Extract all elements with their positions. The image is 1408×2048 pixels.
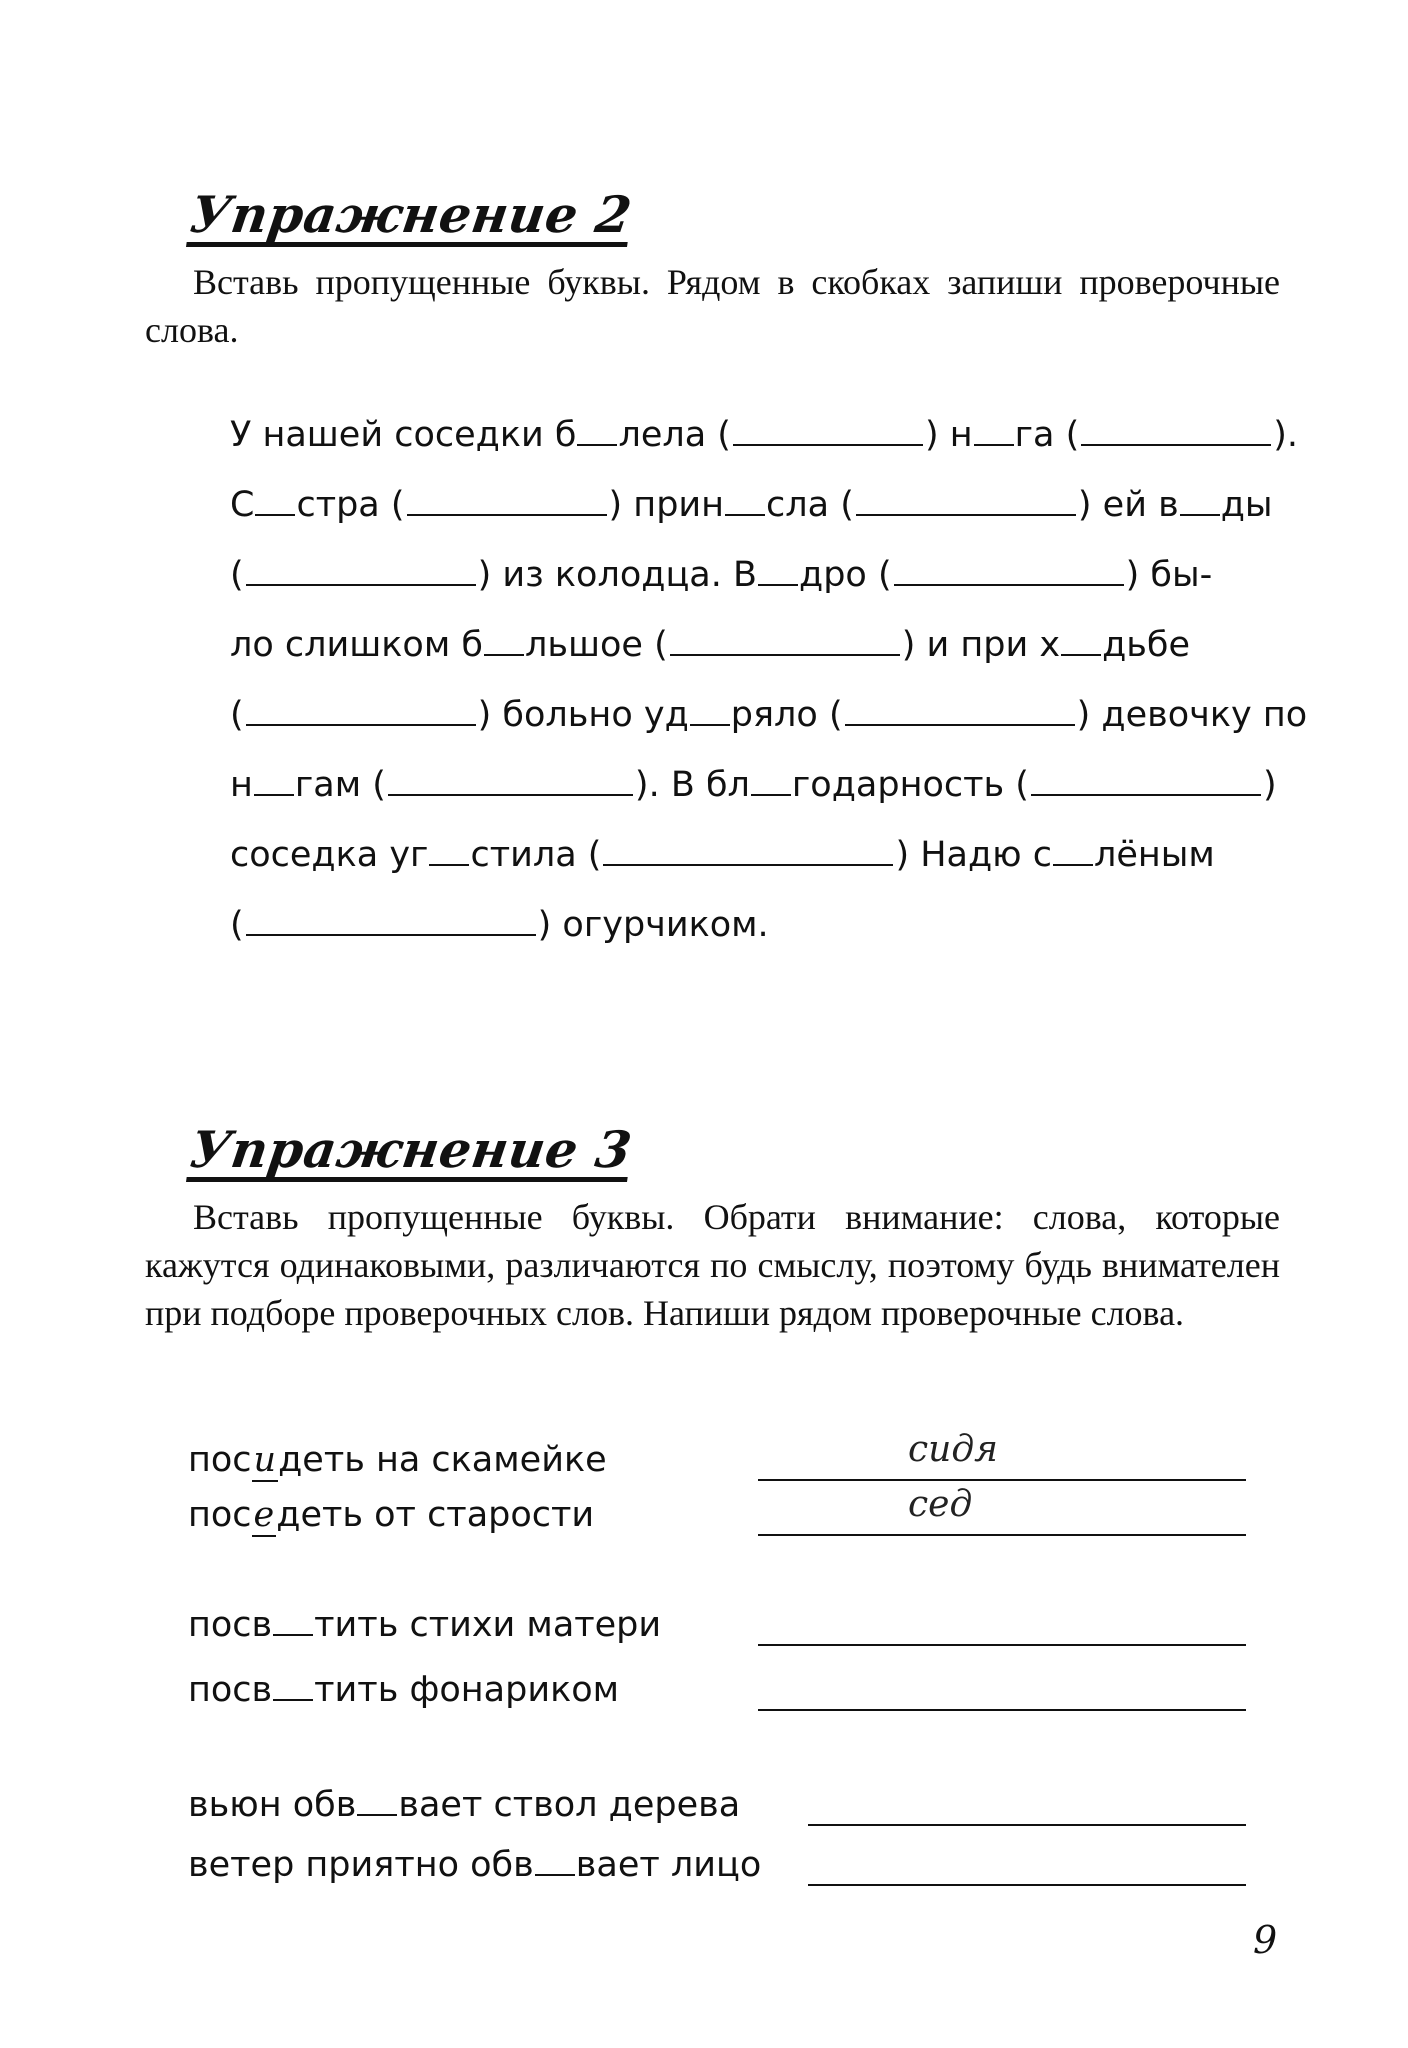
exercise-3-row [188, 1665, 1288, 1715]
text-fragment: ) ей в [1077, 485, 1179, 525]
letter-gap[interactable] [974, 414, 1014, 446]
text-fragment: ( [230, 555, 244, 595]
answer-blank[interactable] [603, 830, 893, 866]
answer-line[interactable] [758, 1644, 1246, 1646]
letter-gap[interactable] [273, 1604, 313, 1636]
text-fragment: лела ( [618, 415, 731, 455]
letter-gap[interactable] [725, 484, 765, 516]
letter-gap[interactable] [758, 554, 798, 586]
page-number: 9 [1253, 1918, 1278, 1962]
text-fragment: ). В бл [634, 765, 750, 805]
text-fragment: С [230, 485, 255, 525]
phrase: вьюн обв вает ствол дерева [188, 1785, 741, 1825]
exercise-2-title: Упражнение 2 [186, 190, 635, 247]
exercise-2-line [230, 470, 1280, 540]
text-fragment: ло слишком б [230, 625, 483, 665]
text-fragment: ряло ( [730, 695, 843, 735]
filled-letter: е [253, 1495, 275, 1535]
exercise-2-instruction [145, 258, 1280, 354]
text-fragment: ды [1220, 485, 1273, 525]
letter-gap[interactable] [357, 1784, 397, 1816]
exercise-2-instruction-text: Вставь пропущенные буквы. Рядом в скобках запиши проверочные слова. [145, 262, 1280, 350]
answer-blank[interactable] [246, 900, 536, 936]
exercise-2-line [230, 680, 1308, 750]
exercise-3-instruction [145, 1193, 1280, 1337]
text-fragment: лёным [1094, 835, 1215, 875]
answer-line[interactable] [808, 1884, 1246, 1886]
answer-blank[interactable] [1081, 410, 1271, 446]
text-fragment: ) н [924, 415, 973, 455]
letter-gap[interactable] [1061, 624, 1101, 656]
letter-gap[interactable] [690, 694, 730, 726]
text-fragment: дро ( [799, 555, 892, 595]
text-fragment: ) Надю с [895, 835, 1053, 875]
answer-line[interactable] [758, 1479, 1246, 1481]
answer-line[interactable] [758, 1709, 1246, 1711]
letter-gap[interactable] [255, 484, 295, 516]
exercise-2-line [230, 750, 1280, 820]
text-fragment: дьбе [1102, 625, 1191, 665]
exercise-2-line [230, 610, 1280, 680]
exercise-3-title: Упражнение 3 [186, 1125, 635, 1182]
exercise-3-row [188, 1429, 1288, 1485]
answer-blank[interactable] [1031, 760, 1261, 796]
text-fragment: сла ( [766, 485, 854, 525]
text-fragment: ) огурчиком. [537, 905, 769, 945]
answer-blank[interactable] [388, 760, 633, 796]
letter-gap[interactable] [535, 1844, 575, 1876]
text-fragment: н [230, 765, 253, 805]
text-fragment: ) [1262, 765, 1277, 805]
text-fragment: ) бы- [1125, 555, 1213, 595]
phrase: посв тить фонариком [188, 1670, 620, 1710]
text-fragment: стра ( [296, 485, 405, 525]
phrase: посидеть на скамейке [188, 1440, 607, 1480]
letter-gap[interactable] [484, 624, 524, 656]
answer-blank[interactable] [407, 480, 607, 516]
text-fragment: ( [230, 695, 244, 735]
handwritten-answer: сед [908, 1484, 973, 1525]
letter-gap[interactable] [273, 1669, 313, 1701]
exercise-3-row [188, 1484, 1288, 1540]
exercise-2-text [230, 400, 1308, 960]
exercise-2-line [230, 820, 1280, 890]
letter-gap[interactable] [1053, 834, 1093, 866]
phrase: ветер приятно обв вает лицо [188, 1845, 762, 1885]
exercise-3-row [188, 1780, 1288, 1830]
exercise-3-row [188, 1600, 1288, 1650]
answer-blank[interactable] [856, 480, 1076, 516]
text-fragment: льшое ( [524, 625, 668, 665]
text-fragment: ) девочку по [1076, 695, 1308, 735]
handwritten-answer: сидя [908, 1429, 998, 1470]
text-fragment: У нашей соседки б [230, 415, 577, 455]
answer-blank[interactable] [246, 690, 476, 726]
answer-line[interactable] [758, 1534, 1246, 1536]
letter-gap[interactable] [577, 414, 617, 446]
text-fragment: годарность ( [791, 765, 1029, 805]
exercise-2-line [230, 400, 1299, 470]
answer-line[interactable] [808, 1824, 1246, 1826]
text-fragment: ). [1273, 415, 1299, 455]
text-fragment: га ( [1014, 415, 1080, 455]
text-fragment: соседка уг [230, 835, 429, 875]
answer-blank[interactable] [894, 550, 1124, 586]
letter-gap[interactable] [1180, 484, 1220, 516]
answer-blank[interactable] [246, 550, 476, 586]
text-fragment: ) из колодца. В [477, 555, 757, 595]
exercise-2-line [230, 890, 1280, 960]
phrase: посв тить стихи матери [188, 1605, 662, 1645]
answer-blank[interactable] [845, 690, 1075, 726]
filled-letter: и [253, 1440, 277, 1480]
text-fragment: ( [230, 905, 244, 945]
text-fragment: ) прин [608, 485, 725, 525]
answer-blank[interactable] [670, 620, 900, 656]
exercise-3-instruction-text: Вставь пропущенные буквы. Обрати внимание: слова, которые кажутся одинаковыми, различаются по смыслу, поэтому будь внимателен при подборе проверочных слов. Напиши рядом проверочные слова. [145, 1197, 1280, 1333]
text-fragment: гам ( [294, 765, 386, 805]
exercise-3-row [188, 1840, 1288, 1890]
text-fragment: ) и при х [901, 625, 1061, 665]
phrase: поседеть от старости [188, 1495, 595, 1535]
answer-blank[interactable] [733, 410, 923, 446]
text-fragment: стила ( [470, 835, 602, 875]
letter-gap[interactable] [751, 764, 791, 796]
exercise-2-line [230, 540, 1280, 610]
text-fragment: ) больно уд [477, 695, 689, 735]
letter-gap[interactable] [254, 764, 294, 796]
letter-gap[interactable] [429, 834, 469, 866]
